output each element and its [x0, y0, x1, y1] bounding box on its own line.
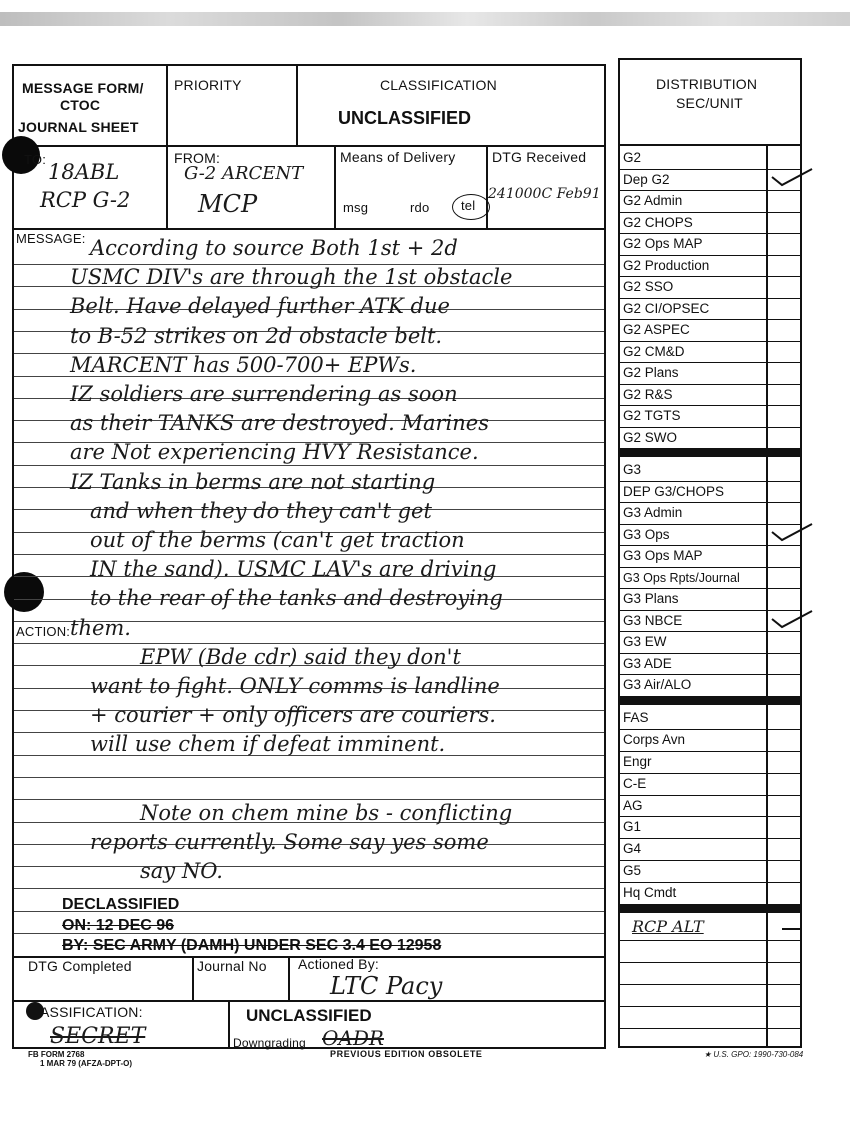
distribution-row: G3 EW [623, 634, 667, 649]
footer-v3 [228, 1000, 230, 1048]
declassified-stamp: DECLASSIFIED [62, 896, 180, 913]
distribution-group-divider [618, 448, 802, 457]
distribution-empty-row [620, 940, 800, 941]
header-v2 [296, 64, 298, 145]
to-row-bottom [12, 228, 606, 230]
distribution-row: DEP G3/CHOPS [623, 484, 725, 499]
distribution-empty-row [620, 962, 800, 963]
distribution-row: G3 Plans [623, 591, 679, 606]
message-line: say NO. [140, 859, 223, 883]
message-line: and when they do they can't get [90, 499, 432, 523]
message-line: IZ soldiers are surrendering as soon [70, 382, 458, 406]
message-line: Belt. Have delayed further ATK due [70, 294, 450, 318]
to-line2: RCP G-2 [40, 188, 131, 212]
distribution-row: G2 Ops MAP [623, 236, 703, 251]
distribution-row: G2 Plans [623, 365, 679, 380]
message-line: IN the sand). USMC LAV's are driving [90, 557, 497, 581]
message-line: will use chem if defeat imminent. [90, 732, 446, 756]
footer-v1 [192, 956, 194, 1000]
check-mark-icon [770, 167, 814, 192]
distribution-group-divider [618, 696, 802, 705]
distribution-empty-row [620, 1006, 800, 1007]
declassified-date: ON: 12 DEC 96 [62, 917, 175, 934]
distribution-row: C-E [623, 776, 647, 791]
message-line: out of the berms (can't get traction [90, 528, 465, 552]
form-id: FB FORM 2768 [28, 1050, 85, 1059]
message-line: EPW (Bde cdr) said they don't [140, 645, 461, 669]
means-tel: tel [461, 198, 476, 213]
message-line: them. [70, 616, 131, 640]
footer-classification-label: ASSIFICATION: [40, 1004, 143, 1020]
action-label: ACTION: [16, 624, 71, 639]
message-line: reports currently. Some say yes some [90, 830, 489, 854]
distribution-row: G3 NBCE [623, 613, 683, 628]
means-v [334, 145, 336, 228]
means-rdo: rdo [410, 200, 430, 215]
distribution-row: G2 R&S [623, 387, 673, 402]
distribution-row: G3 Air/ALO [623, 677, 692, 692]
message-line: According to source Both 1st + 2d [90, 236, 458, 260]
actioned-by-value: LTC Pacy [330, 972, 443, 1000]
ruled-line [14, 554, 604, 555]
form-date: 1 MAR 79 (AFZA-DPT-O) [40, 1059, 132, 1068]
distribution-row: AG [623, 798, 643, 813]
message-line: want to fight. ONLY comms is landline [90, 674, 500, 698]
distribution-row: G5 [623, 863, 642, 878]
distribution-row: G2 Production [623, 258, 710, 273]
distribution-row: G3 [623, 462, 642, 477]
distribution-header-bottom [618, 144, 802, 146]
distribution-row: G1 [623, 819, 642, 834]
ruled-line [14, 643, 604, 644]
ruled-line [14, 799, 604, 800]
classification-label: CLASSIFICATION [380, 77, 497, 93]
distribution-row: FAS [623, 710, 649, 725]
dtg-completed-label: DTG Completed [28, 958, 132, 974]
message-line: to B-52 strikes on 2d obstacle belt. [70, 324, 443, 348]
distribution-empty-row [620, 984, 800, 985]
to-label: TO: [24, 152, 47, 167]
classification-value: UNCLASSIFIED [338, 108, 472, 128]
header-divider [12, 145, 606, 147]
ruled-line [14, 888, 604, 889]
from-line2: MCP [198, 190, 258, 218]
punch-hole-bottom [4, 572, 44, 612]
distribution-row: Corps Avn [623, 732, 686, 747]
message-line: + courier + only officers are couriers. [90, 703, 496, 727]
message-line: IZ Tanks in berms are not starting [70, 470, 436, 494]
distribution-row: G3 ADE [623, 656, 672, 671]
sec-unit-label: SEC/UNIT [676, 95, 743, 111]
declassified-authority [62, 937, 441, 955]
message-line: are Not experiencing HVY Resistance. [70, 440, 479, 464]
message-line: MARCENT has 500-700+ EPWs. [70, 353, 417, 377]
ruled-line [14, 465, 604, 466]
scan-noise-top [0, 12, 850, 26]
message-form-label: MESSAGE FORM/ [22, 80, 144, 96]
means-msg: msg [343, 200, 369, 215]
message-line: to the rear of the tanks and destroying [90, 586, 503, 610]
distribution-row: G2 CI/OPSEC [623, 301, 710, 316]
footer-v2 [288, 956, 290, 1000]
header-v1 [166, 64, 168, 229]
distribution-row: G3 Ops MAP [623, 548, 703, 563]
dtg-received-value: 241000C Feb91 [488, 186, 601, 202]
journal-sheet-label: JOURNAL SHEET [18, 119, 139, 135]
declass-by: BY: SEC ARMY (DAMH) UNDER SEC 3.4 EO 12958 [62, 937, 442, 954]
to-line1: 18ABL [48, 160, 120, 184]
message-line: as their TANKS are destroyed. Marines [70, 411, 489, 435]
gpo-line: ★ U.S. GPO: 1990-730-084 [704, 1050, 804, 1059]
check-mark-icon [770, 522, 814, 547]
distribution-row: Dep G2 [623, 172, 670, 187]
distribution-row: G2 [623, 150, 642, 165]
distribution-row: G2 CHOPS [623, 215, 693, 230]
distribution-empty-row [620, 1028, 800, 1029]
downgrading-value: OADR [322, 1026, 384, 1050]
message-label: MESSAGE: [16, 231, 86, 246]
footer-mid [12, 1000, 606, 1002]
priority-label: PRIORITY [174, 77, 242, 93]
distribution-row: G3 Admin [623, 505, 683, 520]
distribution-row: G2 SSO [623, 279, 674, 294]
ruled-line [14, 777, 604, 778]
message-line: USMC DIV's are through the 1st obstacle [70, 265, 513, 289]
distribution-label: DISTRIBUTION [656, 76, 758, 92]
previous-edition: PREVIOUS EDITION OBSOLETE [330, 1049, 483, 1059]
distribution-row: G3 Ops [623, 527, 670, 542]
rcp-alt-handwritten: RCP ALT [632, 917, 704, 936]
actioned-by-label: Actioned By: [298, 956, 379, 972]
distribution-row: Engr [623, 754, 652, 769]
rcp-alt-mark [782, 928, 802, 930]
distribution-row: G2 CM&D [623, 344, 685, 359]
distribution-row: G2 ASPEC [623, 322, 690, 337]
distribution-row: G2 Admin [623, 193, 683, 208]
ctoc-label: CTOC [60, 97, 101, 113]
means-of-delivery-label: Means of Delivery [340, 149, 456, 165]
dtg-received-label: DTG Received [492, 149, 587, 165]
journal-no-label: Journal No [197, 958, 267, 974]
message-line: Note on chem mine bs - conflicting [140, 801, 513, 825]
distribution-row: G4 [623, 841, 642, 856]
from-line1: G-2 ARCENT [184, 163, 304, 184]
downgrading-label: Downgrading [233, 1036, 306, 1050]
from-label: FROM: [174, 150, 221, 166]
footer-classification-struck: SECRET [50, 1024, 146, 1049]
distribution-row: G3 Ops Rpts/Journal [623, 571, 740, 585]
distribution-row: G2 TGTS [623, 408, 681, 423]
distribution-row: Hq Cmdt [623, 885, 677, 900]
distribution-group-divider [618, 904, 802, 913]
footer-classification-value: UNCLASSIFIED [246, 1006, 372, 1025]
distribution-row: G2 SWO [623, 430, 678, 445]
